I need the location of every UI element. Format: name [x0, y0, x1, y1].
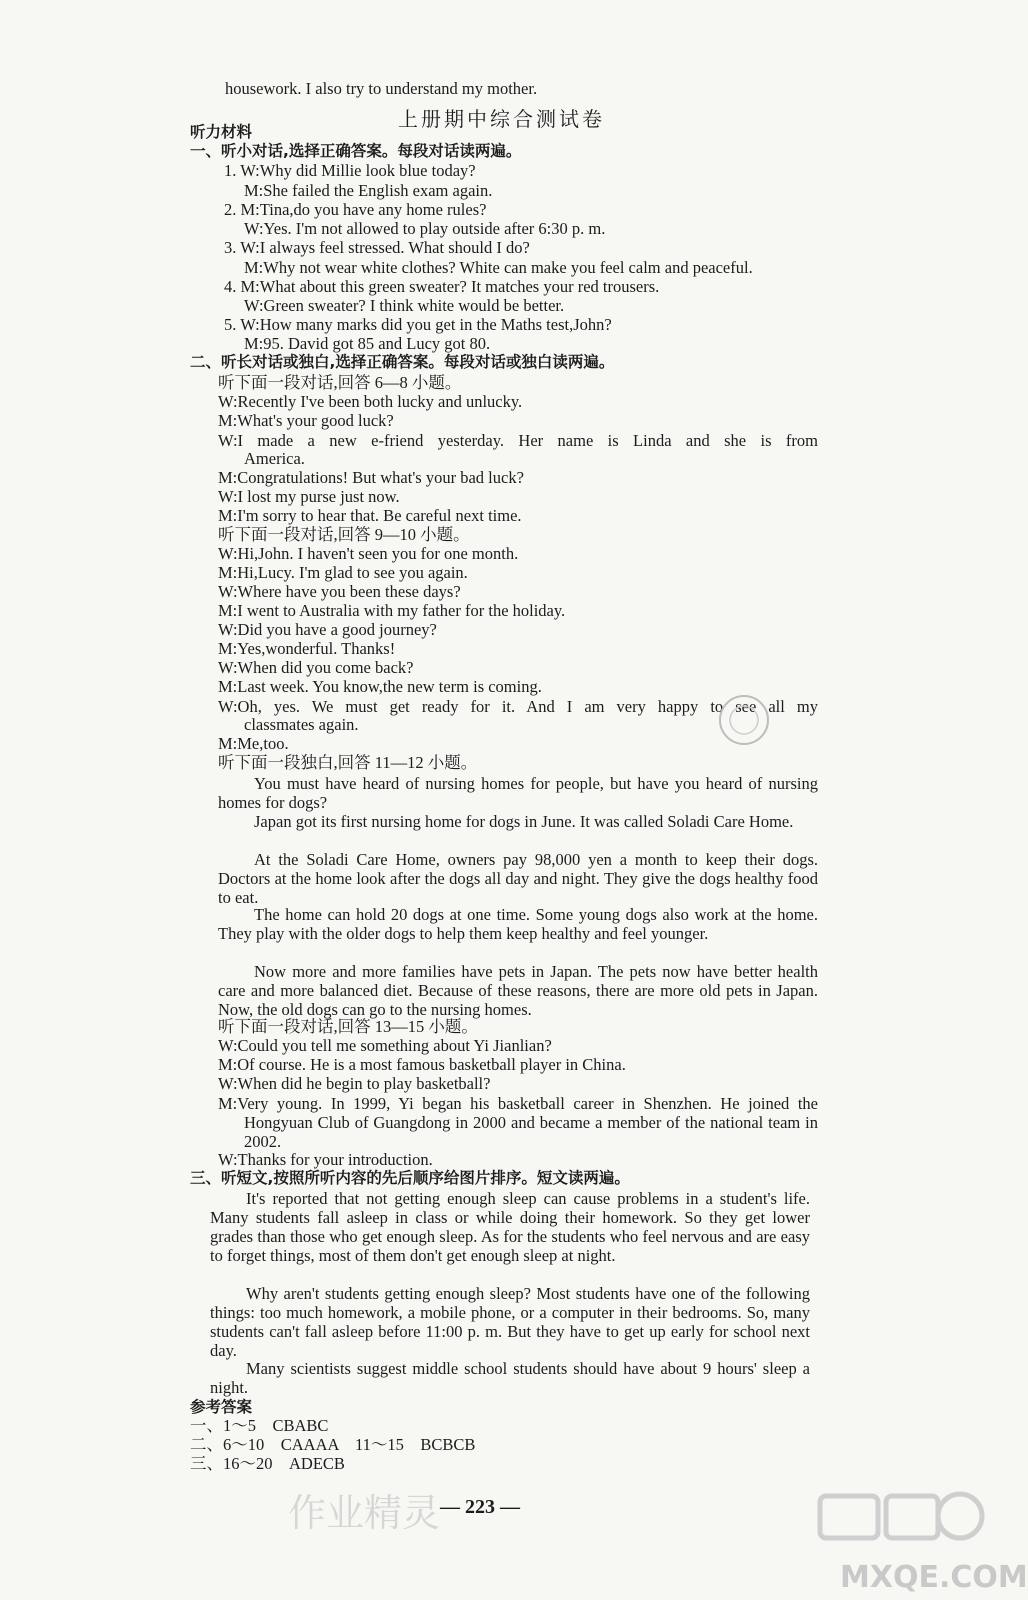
dialogue-line: M:She failed the English exam again.: [244, 181, 493, 200]
dialogue-line: W:When did he begin to play basketball?: [218, 1074, 491, 1093]
question-intro: 听下面一段独白,回答 11—12 小题。: [218, 753, 478, 772]
dialogue-line: classmates again.: [244, 715, 359, 734]
dialogue-line: 1. W:Why did Millie look blue today?: [224, 161, 476, 180]
answer-row: 二、6～10 CAAAA 11～15 BCBCB: [190, 1435, 476, 1454]
dialogue-line: M:Hi,Lucy. I'm glad to see you again.: [218, 563, 468, 582]
passage-paragraph: Many scientists suggest middle school students should have about 9 hours' sleep a night.: [210, 1359, 810, 1397]
dialogue-line: W:Oh, yes. We must get ready for it. And I am very happy to see all my: [218, 697, 818, 716]
question-intro: 听下面一段对话,回答 6—8 小题。: [218, 373, 462, 392]
dialogue-line: W:I lost my purse just now.: [218, 487, 400, 506]
dialogue-line: M:I went to Australia with my father for the holiday.: [218, 601, 566, 620]
site-logo-icon: [810, 1488, 980, 1548]
dialogue-line: M:Me,too.: [218, 734, 289, 753]
dialogue-line: 4. M:What about this green sweater? It matches your red trousers.: [224, 277, 660, 296]
answers-heading: 参考答案: [190, 1398, 253, 1416]
dialogue-line: M:95. David got 85 and Lucy got 80.: [244, 334, 491, 353]
dialogue-line: W:Hi,John. I haven't seen you for one month.: [218, 544, 519, 563]
part1-heading: 一、听小对话,选择正确答案。每段对话读两遍。: [190, 142, 522, 160]
dialogue-line: W:Green sweater? I think white would be better.: [244, 296, 565, 315]
dialogue-line: W:Yes. I'm not allowed to play outside after 6:30 p. m.: [244, 219, 606, 238]
dialogue-line: M:Of course. He is a most famous basketball player in China.: [218, 1055, 626, 1074]
monologue-paragraph: The home can hold 20 dogs at one time. Some young dogs also work at the home. They play with the older dogs to help them keep healthy and feel younger.: [218, 905, 818, 943]
page-number: — 223 —: [440, 1496, 520, 1518]
stamp-icon: [712, 688, 776, 752]
dialogue-line: M:Why not wear white clothes? White can make you feel calm and peaceful.: [244, 258, 753, 277]
answer-row: 一、1～5 CBABC: [190, 1416, 329, 1435]
dialogue-line: M:Yes,wonderful. Thanks!: [218, 639, 396, 658]
dialogue-line: M:I'm sorry to hear that. Be careful next time.: [218, 506, 522, 525]
dialogue-line: W:Recently I've been both lucky and unlucky.: [218, 392, 523, 411]
dialogue-line: W:Did you have a good journey?: [218, 620, 437, 639]
passage-paragraph: It's reported that not getting enough sleep can cause problems in a student's life. Many students fall asleep in class or while doing their homework. So they get lower grades than those who get enough sleep. As for the students who feel nervous and are easy to forget things, most of them don't get enough sleep at night.: [210, 1189, 810, 1265]
part3-heading: 三、听短文,按照所听内容的先后顺序给图片排序。短文读两遍。: [190, 1169, 630, 1187]
dialogue-line: W:When did you come back?: [218, 658, 414, 677]
top-line: housework. I also try to understand my mother.: [225, 79, 538, 98]
answer-row: 三、16～20 ADECB: [190, 1454, 345, 1473]
dialogue-line: W:I made a new e-friend yesterday. Her name is Linda and she is from: [218, 431, 818, 450]
passage-paragraph: Why aren't students getting enough sleep? Most students have one of the following things: too much homework, a mobile phone, or a computer in their bedrooms. So, many students can't fall asleep before 11:00 p. m. But they have to get up early for school next day.: [210, 1284, 810, 1360]
dialogue-line: M:What's your good luck?: [218, 411, 394, 430]
part2-heading: 二、听长对话或独白,选择正确答案。每段对话或独白读两遍。: [190, 353, 615, 371]
dialogue-line: W:Where have you been these days?: [218, 582, 461, 601]
dialogue-line: America.: [244, 449, 305, 468]
watermark-right: MXQE.COM: [840, 1560, 1028, 1595]
question-intro: 听下面一段对话,回答 9—10 小题。: [218, 525, 470, 544]
monologue-paragraph: Japan got its first nursing home for dogs in June. It was called Soladi Care Home.: [254, 812, 794, 831]
monologue-paragraph: You must have heard of nursing homes for people, but have you heard of nursing homes for dogs?: [218, 774, 818, 812]
page-title: 上册期中综合测试卷: [398, 107, 605, 131]
question-intro: 听下面一段对话,回答 13—15 小题。: [218, 1017, 478, 1036]
watermark-left: 作业精灵: [288, 1491, 441, 1535]
dialogue-line: W:Thanks for your introduction.: [218, 1150, 433, 1169]
dialogue-line: M:Last week. You know,the new term is coming.: [218, 677, 542, 696]
monologue-paragraph: At the Soladi Care Home, owners pay 98,000 yen a month to keep their dogs. Doctors at the home look after the dogs all day and night. They give the dogs healthy food to eat.: [218, 850, 818, 907]
monologue-paragraph: Now more and more families have pets in Japan. The pets now have better health care and more balanced diet. Because of these reasons, there are more old pets in Japan. Now, the old dogs can go to the nursing homes.: [218, 962, 818, 1019]
dialogue-line: 5. W:How many marks did you get in the Maths test,John?: [224, 315, 612, 334]
dialogue-line: M:Congratulations! But what's your bad luck?: [218, 468, 524, 487]
dialogue-line: M:Very young. In 1999, Yi began his basketball career in Shenzhen. He joined the Hongyuan Club of Guangdong in 2000 and became a member of the national team in 2002.: [218, 1094, 818, 1151]
section-heading-listening: 听力材料: [190, 123, 253, 141]
dialogue-line: W:Could you tell me something about Yi Jianlian?: [218, 1036, 552, 1055]
dialogue-line: 3. W:I always feel stressed. What should I do?: [224, 238, 530, 257]
dialogue-line: 2. M:Tina,do you have any home rules?: [224, 200, 487, 219]
